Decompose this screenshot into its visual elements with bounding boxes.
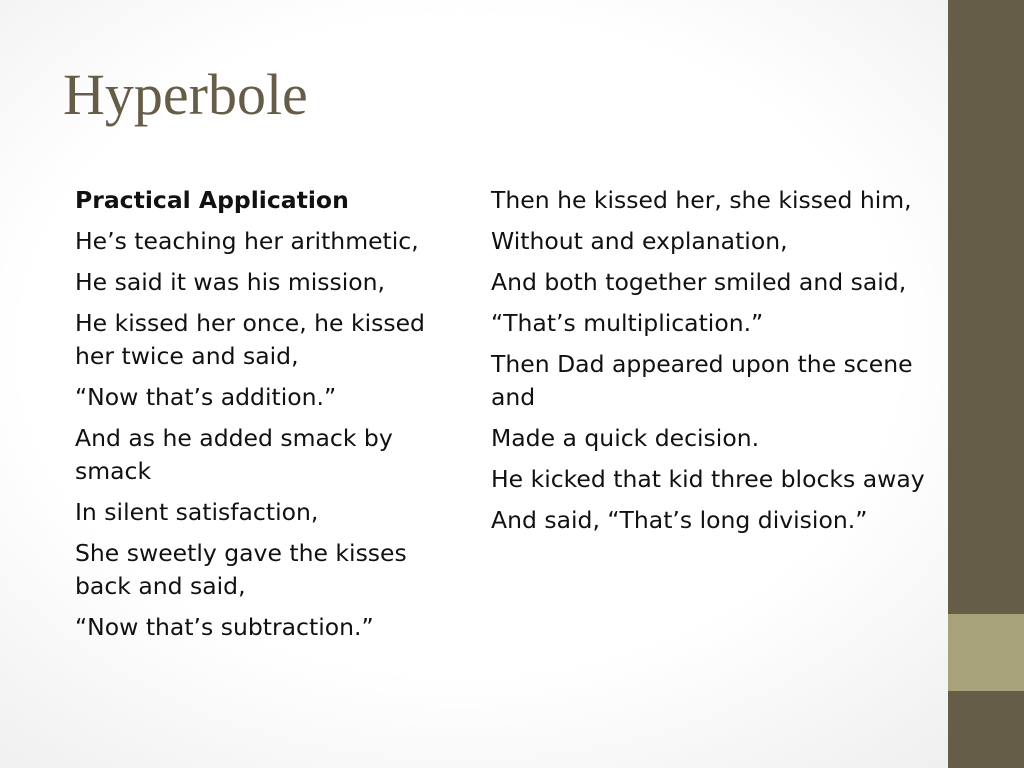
poem-line: And said, “That’s long division.” — [491, 506, 868, 534]
left-column — [75, 184, 465, 652]
poem-line: Then Dad appeared upon the scene and — [491, 350, 913, 411]
poem-line: He kissed her once, he kissed her twice and said, — [75, 309, 425, 370]
poem-line: He kicked that kid three blocks away — [491, 465, 925, 493]
right-column — [491, 184, 931, 545]
poem-line: Made a quick decision. — [491, 424, 760, 452]
sidebar-accent-block — [948, 614, 1024, 691]
poem-line: In silent satisfaction, — [75, 498, 319, 526]
poem-line: She sweetly gave the kisses back and said, — [75, 539, 407, 600]
poem-line: “That’s multiplication.” — [491, 309, 764, 337]
slide-title: Hyperbole — [63, 62, 308, 127]
poem-line: He’s teaching her arithmetic, — [75, 227, 419, 255]
poem-line: Without and explanation, — [491, 227, 788, 255]
poem-line: “Now that’s subtraction.” — [75, 613, 374, 641]
left-column-heading: Practical Application — [75, 186, 349, 214]
poem-line: And as he added smack by smack — [75, 424, 393, 485]
poem-line: And both together smiled and said, — [491, 268, 907, 296]
poem-line: Then he kissed her, she kissed him, — [491, 186, 912, 214]
poem-line: He said it was his mission, — [75, 268, 386, 296]
poem-line: “Now that’s addition.” — [75, 383, 337, 411]
